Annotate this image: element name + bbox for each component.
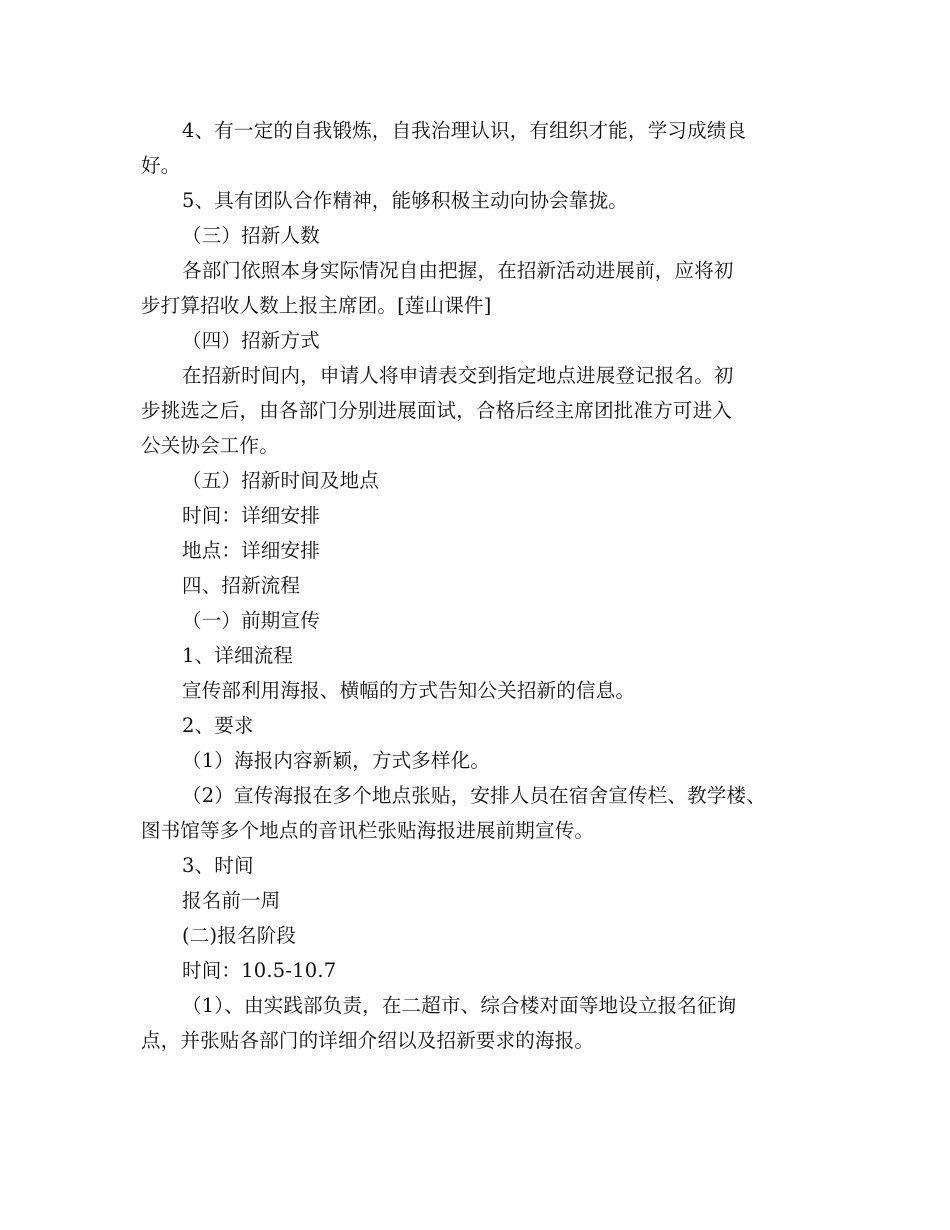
text-line: 3、时间 — [182, 854, 254, 877]
text-line: 步挑选之后，由各部门分别进展面试，合格后经主席团批准方可进入 — [141, 399, 733, 422]
section-heading: （四）招新方式 — [182, 329, 320, 352]
text-line: （1）海报内容新颖，方式多样化。 — [182, 749, 491, 772]
text-line: 好。 — [141, 154, 181, 177]
text-line: （1）、由实践部负责，在二超市、综合楼对面等地设立报名征询 — [182, 994, 737, 1017]
text-line: 图书馆等多个地点的音讯栏张贴海报进展前期宣传。 — [141, 819, 595, 842]
section-heading: （五）招新时间及地点 — [182, 469, 380, 492]
text-line: 公关协会工作。 — [141, 434, 279, 457]
text-line: 时间：详细安排 — [182, 504, 320, 527]
text-line: 时间：10.5-10.7 — [182, 959, 337, 982]
text-line: 步打算招收人数上报主席团。[莲山课件] — [141, 294, 492, 317]
section-heading: （一）前期宣传 — [182, 609, 320, 632]
text-line: 5、具有团队合作精神，能够积极主动向协会靠拢。 — [182, 189, 629, 212]
text-line: 4、有一定的自我锻炼，自我治理认识，有组织才能，学习成绩良 — [182, 119, 747, 142]
text-line: 点，并张贴各部门的详细介绍以及招新要求的海报。 — [141, 1029, 595, 1052]
text-line: （2）宣传海报在多个地点张贴，安排人员在宿舍宣传栏、教学楼、 — [182, 784, 766, 807]
section-heading: (二)报名阶段 — [182, 924, 297, 947]
document-body — [141, 113, 831, 1058]
text-line: 宣传部利用海报、横幅的方式告知公关招新的信息。 — [182, 679, 636, 702]
text-line: 1、详细流程 — [182, 644, 294, 667]
text-line: 各部门依照本身实际情况自由把握，在招新活动进展前，应将初 — [182, 259, 734, 282]
text-line: 2、要求 — [182, 714, 254, 737]
text-line: 在招新时间内，申请人将申请表交到指定地点进展登记报名。初 — [182, 364, 734, 387]
section-heading: （三）招新人数 — [182, 224, 320, 247]
section-heading: 四、招新流程 — [182, 574, 301, 597]
text-line: 报名前一周 — [182, 889, 281, 912]
text-line: 地点：详细安排 — [182, 539, 320, 562]
